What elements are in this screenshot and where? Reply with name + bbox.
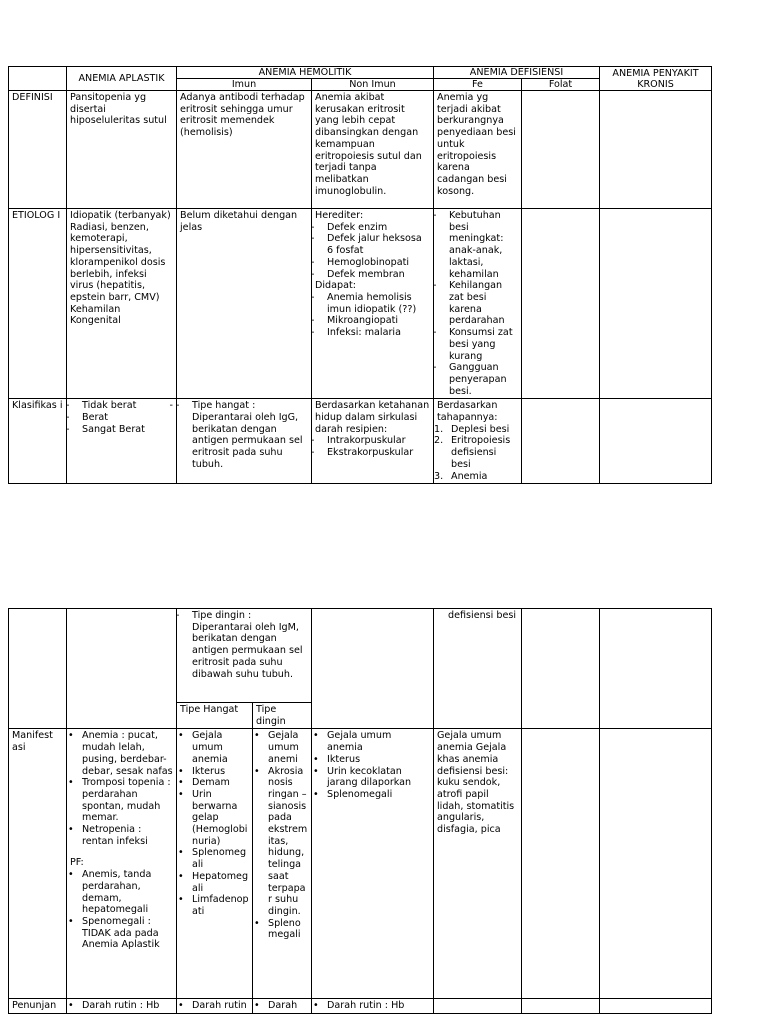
list-item: - Intrakorpuskular <box>315 435 430 447</box>
list-item: - Defek membran <box>315 269 430 281</box>
list-item: • Anemia : pucat, mudah lelah, pusing, berdebar-debar, sesak nafas <box>70 730 173 777</box>
etiologi-nonimun-title: Herediter: <box>315 210 364 222</box>
list-item: - Kehilangan zat besi karena perdarahan <box>437 280 518 327</box>
manifestasi-fe: Gejala umum anemia Gejala khas anemia defisiensi besi: kuku sendok, atrofi papil lidah, stomatitis angularis, disfagia, pica <box>434 729 522 999</box>
etiologi-aplastik-line: Kongenital <box>70 315 121 327</box>
list-item: - Konsumsi zat besi yang kurang <box>437 327 518 362</box>
list-item: • Tromposi topenia : perdarahan spontan, mudah memar. <box>70 777 173 824</box>
penunjang-aplastik <box>67 999 177 1014</box>
manifestasi-folat <box>522 729 600 999</box>
list-item: • Spenomegali : TIDAK ada pada Anemia Aplastik <box>70 916 173 951</box>
manifestasi-hangat <box>177 729 253 999</box>
list-item: • Darah rutin : Hb <box>315 1000 430 1012</box>
row-label-manifestasi: Manifest asi <box>9 729 67 999</box>
list-item: - Sangat Berat <box>70 424 173 436</box>
header-imun: Imun <box>177 79 312 91</box>
header-defisiensi: ANEMIA DEFISIENSI <box>434 67 600 79</box>
list-item: • Splenomegali <box>180 847 249 870</box>
klasifikasi-kronis <box>600 399 712 484</box>
list-item: • Ikterus <box>315 754 430 766</box>
list-item: • Hepatomegali <box>180 871 249 894</box>
list-item: • Gejala umum anemia <box>180 730 249 765</box>
list-item: • Akrosianosis ringan – sianosis pada ekstremitas, hidung, telinga saat terpapar suhu dingin. <box>256 766 308 918</box>
cont-aplastik <box>67 609 177 729</box>
manifestasi-nonimun <box>312 729 434 999</box>
anemia-table-page2 <box>8 608 712 1014</box>
list-text: Eritropoiesis defisiensi besi <box>451 435 511 470</box>
list-number: 1. <box>434 423 444 435</box>
klasifikasi-aplastik <box>67 399 177 484</box>
list-item: • Gejala umum anemia <box>315 730 430 753</box>
etiologi-aplastik-line: Idiopatik (terbanyak) <box>70 210 171 222</box>
header-folat: Folat <box>522 79 600 91</box>
list-item: - Gangguan penyerapan besi. <box>437 362 518 397</box>
list-item: • Splenomegali <box>315 789 430 801</box>
list-number: 3. <box>434 470 444 482</box>
cont-imun <box>177 609 312 703</box>
cont-label <box>9 609 67 729</box>
klasifikasi-fe <box>434 399 522 484</box>
manifestasi-kronis <box>600 729 712 999</box>
list-item: • Anemis, tanda perdarahan, demam, hepatomegali <box>70 869 173 916</box>
penunjang-fe <box>434 999 522 1014</box>
definisi-imun: Adanya antibodi terhadap eritrosit sehingga umur eritrosit memendek (hemolisis) <box>177 91 312 209</box>
etiologi-fe <box>434 209 522 399</box>
list-item: - Infeksi: malaria <box>315 327 430 339</box>
definisi-folat <box>522 91 600 209</box>
definisi-fe: Anemia yg terjadi akibat berkurangnya penyediaan besi untuk eritropoiesis karena cadangan besi kosong. <box>434 91 522 209</box>
list-item <box>434 470 518 483</box>
etiologi-aplastik-line: Kehamilan <box>70 303 121 315</box>
cont-fe <box>434 609 522 729</box>
row-label-penunjang: Penunjan <box>9 999 67 1014</box>
penunjang-folat <box>522 999 600 1014</box>
list-item <box>434 435 518 470</box>
cont-fe-text: defisiensi besi <box>448 610 517 621</box>
row-label-definisi: DEFINISI <box>9 91 67 209</box>
list-item: • Ikterus <box>180 766 249 778</box>
anemia-table-page1 <box>8 66 712 484</box>
penunjang-dingin <box>253 999 312 1014</box>
list-item: • Gejala umum anemi <box>256 730 308 765</box>
header-aplastik: ANEMIA APLASTIK <box>67 67 177 91</box>
pf-label: PF: <box>70 857 84 869</box>
header-corner <box>9 67 67 91</box>
list-item: • Demam <box>180 777 249 789</box>
definisi-aplastik: Pansitopenia yg disertai hiposeluleritas sutul <box>67 91 177 209</box>
klasifikasi-nonimun <box>312 399 434 484</box>
manifestasi-aplastik <box>67 729 177 999</box>
row-label-etiologi: ETIOLOG I <box>9 209 67 399</box>
penunjang-kronis <box>600 999 712 1014</box>
list-item: • Netropenia : rentan infeksi <box>70 824 173 847</box>
cont-kronis <box>600 609 712 729</box>
etiologi-aplastik <box>67 209 177 399</box>
etiologi-nonimun <box>312 209 434 399</box>
list-item: - Berat <box>70 412 173 424</box>
trailing-dash: - <box>169 400 173 412</box>
etiologi-nonimun-title2: Didapat: <box>315 280 356 292</box>
list-item: • Urin berwarna gelap (Hemoglobinuria) <box>180 789 249 848</box>
etiologi-aplastik-line: Radiasi, benzen, kemoterapi, hipersensitivitas, klorampenikol dosis berlebih, infeksi virus (hepatitis, epstein barr, CMV) <box>70 221 169 303</box>
list-item: - Mikroangiopati <box>315 315 430 327</box>
penunjang-hangat <box>177 999 253 1014</box>
list-item: • Darah rutin <box>180 1000 249 1012</box>
penunjang-nonimun <box>312 999 434 1014</box>
list-item: - Hemoglobinopati <box>315 257 430 269</box>
list-item: - Defek jalur heksosa 6 fosfat <box>315 233 430 256</box>
manifestasi-dingin <box>253 729 312 999</box>
list-item <box>434 423 518 436</box>
list-item: - Kebutuhan besi meningkat: anak-anak, laktasi, kehamilan <box>437 210 518 280</box>
klasifikasi-folat <box>522 399 600 484</box>
list-number: 2. <box>434 435 444 447</box>
list-item: - Tidak berat <box>70 400 173 412</box>
definisi-nonimun: Anemia akibat kerusakan eritrosit yang lebih cepat dibansingkan dengan kemampuan eritropoiesis sutul dan terjadi tanpa melibatkan imunoglobulin. <box>312 91 434 209</box>
list-item: • Splenomegali <box>256 918 308 941</box>
row-label-klasifikasi: Klasifikas i <box>9 399 67 484</box>
header-fe: Fe <box>434 79 522 91</box>
list-item: - Defek enzim <box>315 222 430 234</box>
subheader-tipe-hangat: Tipe Hangat <box>177 703 253 729</box>
list-item: - Ekstrakorpuskular <box>315 447 430 459</box>
klasifikasi-imun <box>177 399 312 484</box>
list-item: • Darah rutin : Hb <box>70 1000 173 1012</box>
subheader-tipe-dingin: Tipe dingin <box>253 703 312 729</box>
list-text: Anemia <box>451 470 488 482</box>
list-item: • Limfadenopati <box>180 894 249 917</box>
list-item: • Darah <box>256 1000 308 1012</box>
klasifikasi-nonimun-text: Berdasarkan ketahanan hidup dalam sirkulasi darah resipien: <box>315 400 433 435</box>
cont-nonimun <box>312 609 434 729</box>
header-nonimun: Non Imun <box>312 79 434 91</box>
klasifikasi-fe-text: Berdasarkan tahapannya: <box>437 400 501 424</box>
header-hemolitik: ANEMIA HEMOLITIK <box>177 67 434 79</box>
list-text: Deplesi besi <box>451 423 510 435</box>
etiologi-imun: Belum diketahui dengan jelas <box>177 209 312 399</box>
etiologi-kronis <box>600 209 712 399</box>
etiologi-folat <box>522 209 600 399</box>
list-item: • Urin kecoklatan jarang dilaporkan <box>315 766 430 789</box>
list-item: - Tipe dingin : Diperantarai oleh IgM, berikatan dengan antigen permukaan sel eritrosit pada suhu dibawah suhu tubuh. <box>180 610 308 680</box>
list-item: - Tipe hangat : Diperantarai oleh IgG, berikatan dengan antigen permukaan sel eritrosit pada suhu tubuh. <box>180 400 308 470</box>
definisi-kronis <box>600 91 712 209</box>
header-kronis: ANEMIA PENYAKIT KRONIS <box>600 67 712 91</box>
list-item: - Anemia hemolisis imun idiopatik (??) <box>315 292 430 315</box>
cont-folat <box>522 609 600 729</box>
